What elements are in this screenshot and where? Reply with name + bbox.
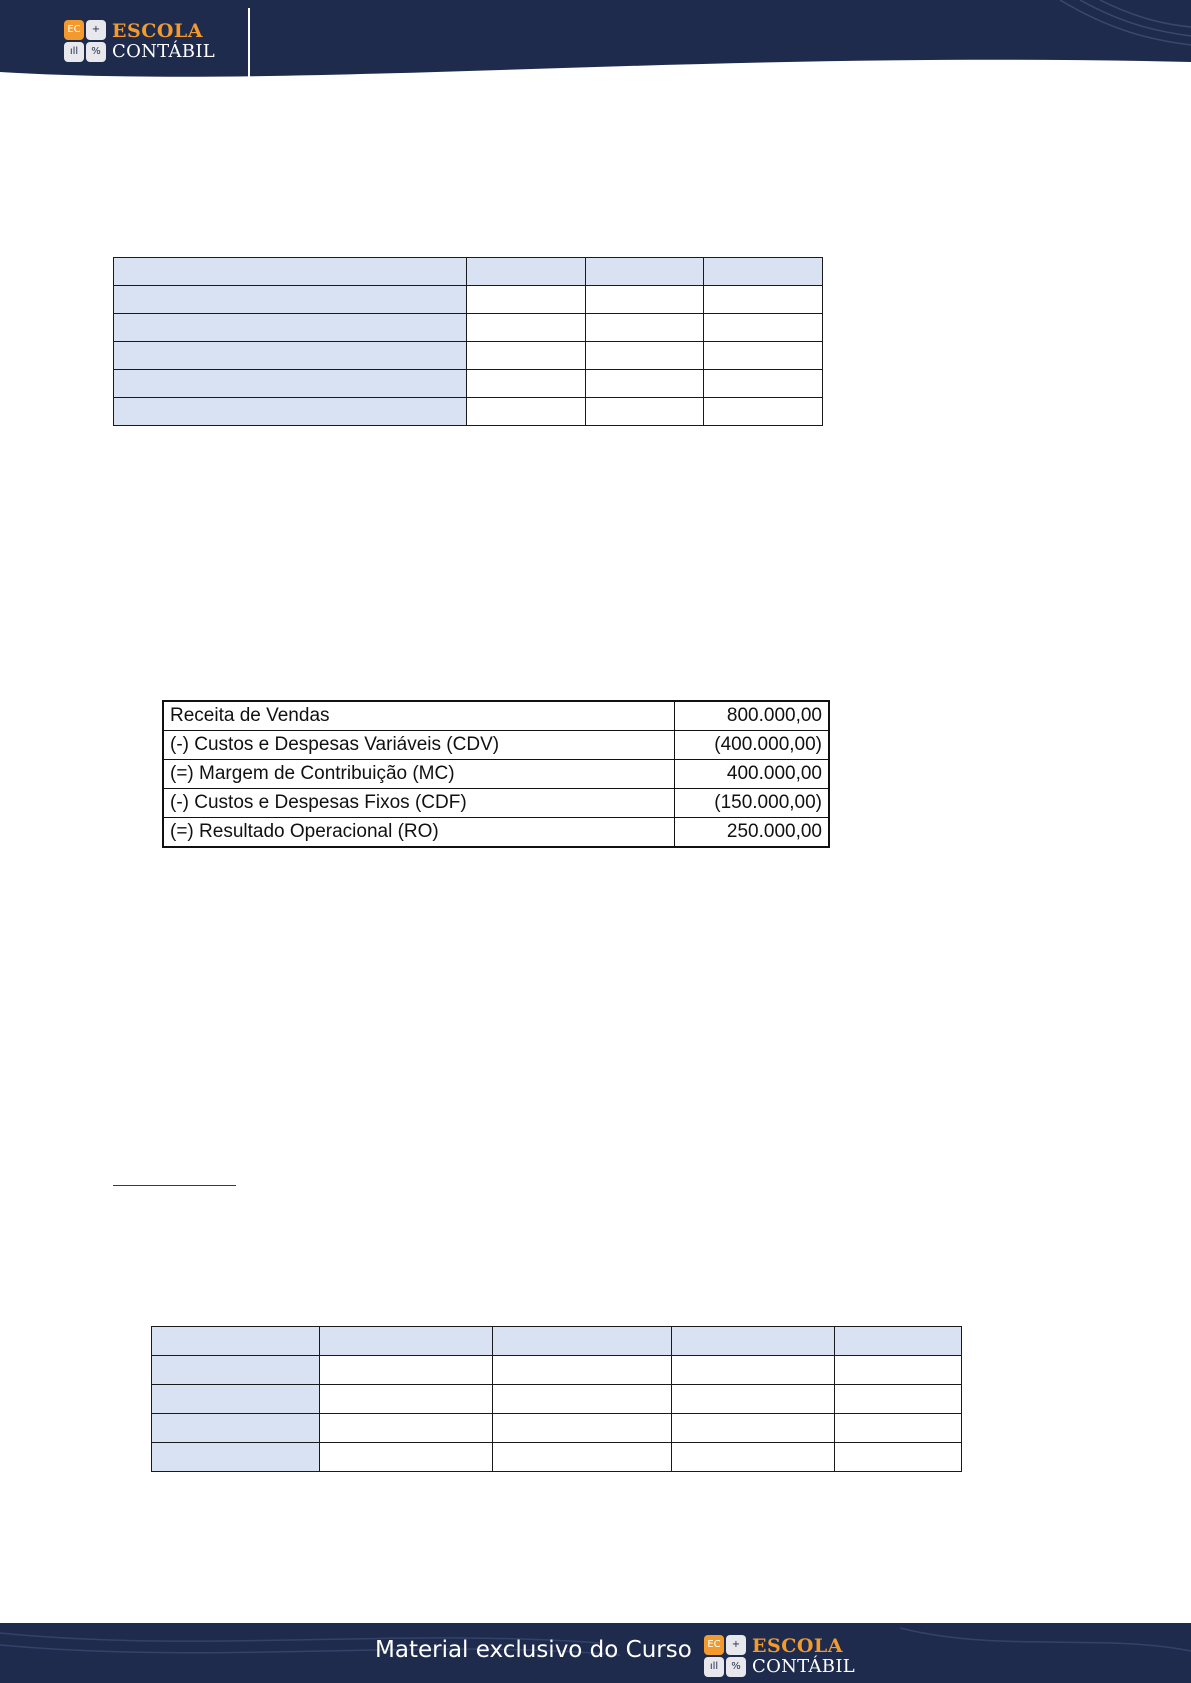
ec-icon: EC	[704, 1635, 724, 1655]
row-value: 250.000,00	[675, 818, 830, 848]
row-label: (=) Margem de Contribuição (MC)	[163, 760, 675, 789]
row-value: 400.000,00	[675, 760, 830, 789]
footer-logo	[704, 1635, 855, 1677]
table-row	[114, 370, 823, 398]
logo-name-line1: ESCOLA	[752, 1634, 843, 1657]
row-label: (-) Custos e Despesas Fixos (CDF)	[163, 789, 675, 818]
row-label: (=) Resultado Operacional (RO)	[163, 818, 675, 848]
table-row	[152, 1443, 962, 1472]
table-row	[114, 314, 823, 342]
row-label: Receita de Vendas	[163, 701, 675, 731]
chart-icon: ıll	[64, 42, 84, 62]
header-logo	[64, 20, 215, 62]
page-footer	[0, 1623, 1191, 1683]
table-row	[163, 731, 829, 760]
row-value: 800.000,00	[675, 701, 830, 731]
income-statement-table	[162, 700, 830, 848]
top-empty-table	[113, 257, 823, 426]
header-divider	[248, 8, 250, 80]
row-value: (150.000,00)	[675, 789, 830, 818]
plus-icon: +	[86, 20, 106, 40]
row-label: (-) Custos e Despesas Variáveis (CDV)	[163, 731, 675, 760]
table-row	[114, 258, 823, 286]
table-row	[152, 1385, 962, 1414]
percent-icon: %	[86, 42, 106, 62]
footer-tagline: Material exclusivo do Curso	[375, 1637, 692, 1663]
table-row	[163, 760, 829, 789]
red-underline-rule	[113, 1185, 236, 1186]
table-row	[152, 1356, 962, 1385]
page-header	[0, 0, 1191, 90]
table-row	[114, 342, 823, 370]
table-row	[163, 789, 829, 818]
percent-icon: %	[726, 1657, 746, 1677]
table-row	[152, 1414, 962, 1443]
table-row	[152, 1327, 962, 1356]
table-row	[163, 818, 829, 848]
chart-icon: ıll	[704, 1657, 724, 1677]
table-row	[114, 286, 823, 314]
ec-icon: EC	[64, 20, 84, 40]
row-value: (400.000,00)	[675, 731, 830, 760]
logo-name-line1: ESCOLA	[112, 19, 203, 42]
logo-name-line2: CONTÁBIL	[112, 40, 215, 62]
bottom-empty-table	[151, 1326, 962, 1472]
logo-name-line2: CONTÁBIL	[752, 1655, 855, 1677]
plus-icon: +	[726, 1635, 746, 1655]
table-row	[114, 398, 823, 426]
table-row	[163, 701, 829, 731]
